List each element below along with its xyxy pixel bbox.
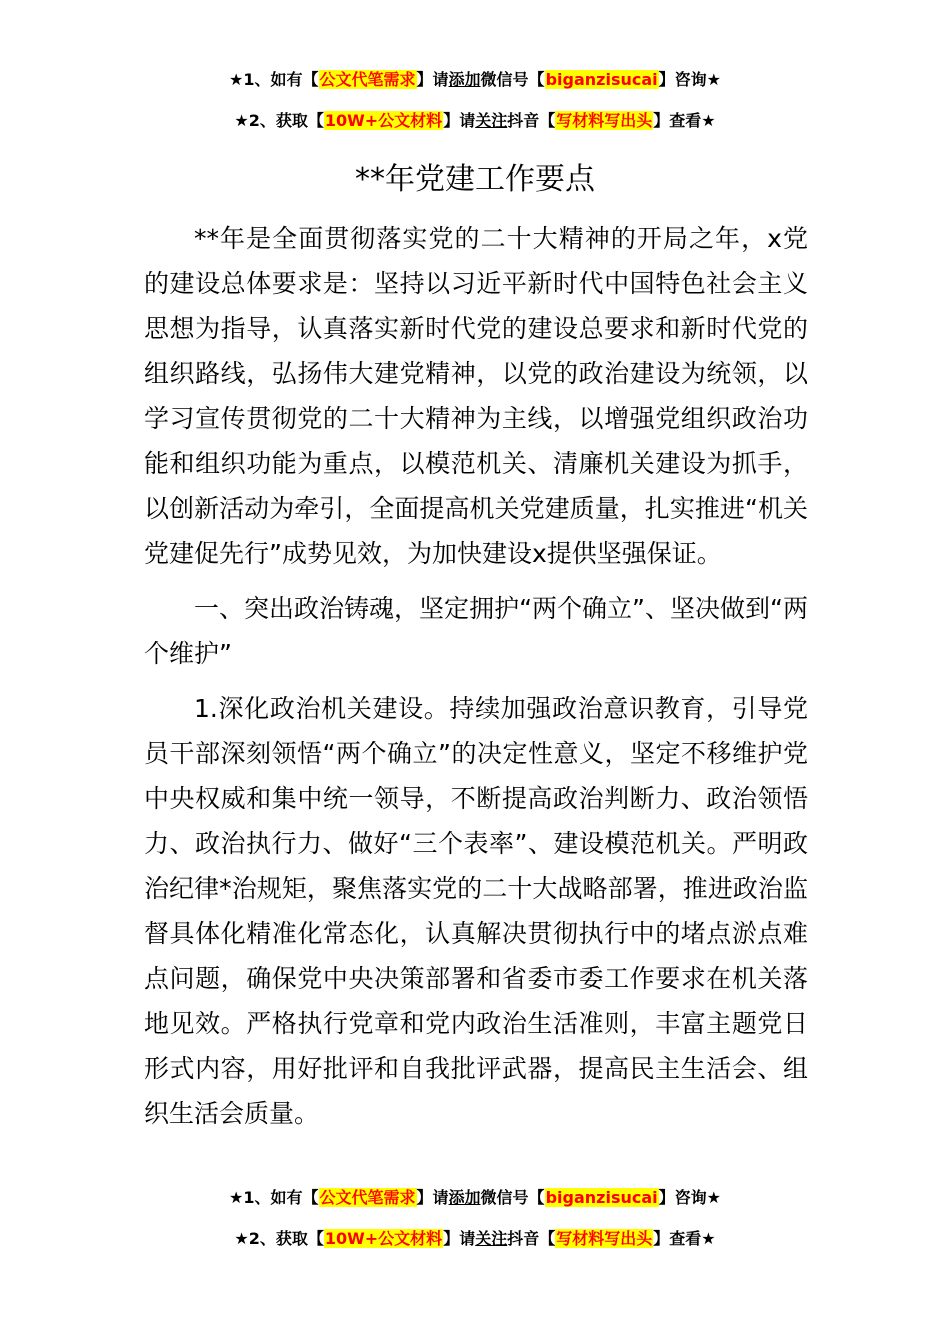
promo-banner-top-line2 — [0, 109, 950, 133]
item-paragraph-1: 1.深化政治机关建设。持续加强政治意识教育，引导党员干部深刻领悟“两个确立”的决定性意义，坚定不移维护党中央权威和集中统一领导，不断提高政治判断力、政治领悟力、政治执行力、做好“三个表率”、建设模范机关。严明政治纪律*治规矩，聚焦落实党的二十大战略部署，推进政治监督具体化精准化常态化，认真解决贯彻执行中的堵点淤点难点问题，确保党中央决策部署和省委市委工作要求在机关落地见效。严格执行党章和党内政治生活准则，丰富主题党日形式内容，用好批评和自我批评武器，提高民主生活会、组织生活会质量。 — [144, 694, 808, 1128]
banner-highlight-douyin-id: 写材料写出头 — [556, 1229, 653, 1248]
banner-underlined-text: 添加 — [448, 1188, 481, 1207]
banner-text: 】请 — [416, 1188, 449, 1207]
banner-highlight-wechat-id: biganzisucai — [545, 1188, 658, 1207]
banner-underlined-text: 关注 — [475, 1229, 508, 1248]
banner-text: 微信号【 — [480, 1188, 545, 1207]
banner-text: ★1、如有【 — [229, 70, 319, 89]
banner-highlight: 10W+公文材料 — [324, 1229, 443, 1248]
document-body — [144, 216, 808, 1136]
banner-text: 】咨询★ — [658, 1188, 721, 1207]
banner-highlight: 公文代笔需求 — [319, 70, 416, 89]
promo-banner-bottom-line1 — [0, 1186, 950, 1210]
banner-text: ★2、获取【 — [234, 1229, 324, 1248]
banner-text: 微信号【 — [480, 70, 545, 89]
banner-highlight: 10W+公文材料 — [324, 111, 443, 130]
banner-highlight-douyin-id: 写材料写出头 — [556, 111, 653, 130]
promo-banner-bottom-line2 — [0, 1227, 950, 1251]
banner-text: 抖音【 — [507, 111, 556, 130]
banner-text: 抖音【 — [507, 1229, 556, 1248]
banner-underlined-text: 关注 — [475, 111, 508, 130]
banner-text: 】咨询★ — [658, 70, 721, 89]
banner-text: ★2、获取【 — [234, 111, 324, 130]
banner-underlined-text: 添加 — [448, 70, 481, 89]
document-title: **年党建工作要点 — [355, 162, 595, 197]
promo-banner-top-line1 — [0, 68, 950, 92]
banner-text: 】查看★ — [653, 111, 716, 130]
banner-text: 】请 — [443, 111, 476, 130]
banner-text: ★1、如有【 — [229, 1188, 319, 1207]
banner-text: 】查看★ — [653, 1229, 716, 1248]
banner-text: 】请 — [416, 70, 449, 89]
section-heading-1: 一、突出政治铸魂，坚定拥护“两个确立”、坚决做到“两个维护” — [144, 594, 808, 668]
intro-paragraph: **年是全面贯彻落实党的二十大精神的开局之年，x党的建设总体要求是：坚持以习近平新时代中国特色社会主义思想为指导，认真落实新时代党的建设总要求和新时代党的组织路线，弘扬伟大建党精神，以党的政治建设为统领，以学习宣传贯彻党的二十大精神为主线，以增强党组织政治功能和组织功能为重点，以模范机关、清廉机关建设为抓手，以创新活动为牵引，全面提高机关党建质量，扎实推进“机关党建促先行”成势见效，为加快建设x提供坚强保证。 — [144, 224, 808, 568]
banner-highlight-wechat-id: biganzisucai — [545, 70, 658, 89]
banner-text: 】请 — [443, 1229, 476, 1248]
banner-highlight: 公文代笔需求 — [319, 1188, 416, 1207]
